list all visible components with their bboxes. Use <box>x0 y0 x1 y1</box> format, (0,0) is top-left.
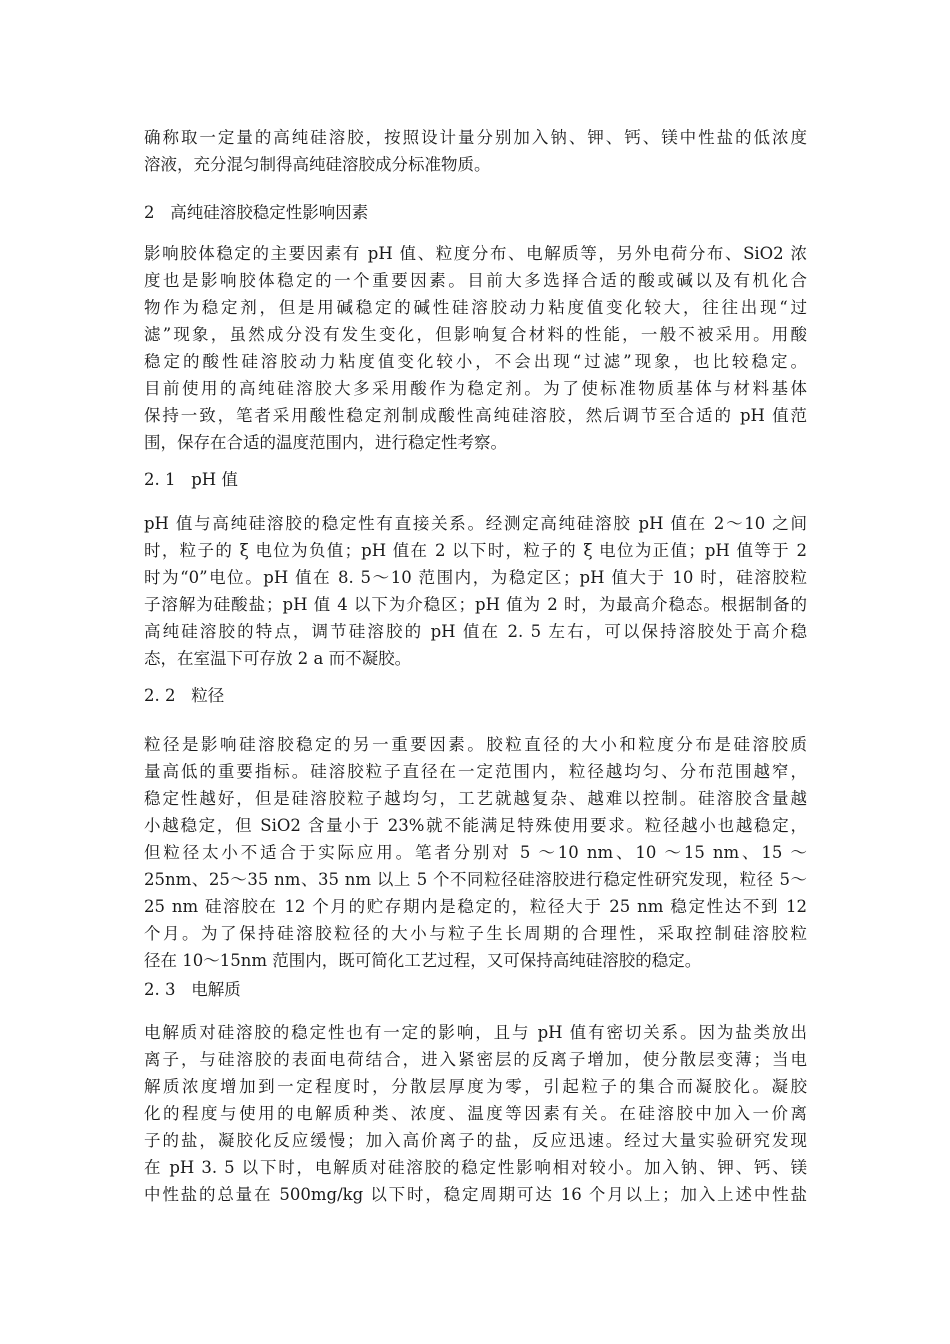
text-line: 子的盐，凝胶化反应缓慢；加入高价离子的盐，反应迅速。经过大量实验研究发现 <box>144 1131 807 1150</box>
section-heading-2-2: 2. 2 粒径 <box>144 686 225 705</box>
text-line: 子溶解为硅酸盐；pH 值 4 以下为介稳区；pH 值为 2 时，为最高介稳态。根据制备的 <box>144 595 807 614</box>
text-line: 稳定性越好，但是硅溶胶粒子越均匀，工艺就越复杂、越难以控制。硅溶胶含量越 <box>144 789 807 808</box>
text-line: 个月。为了保持硅溶胶粒径的大小与粒子生长周期的合理性，采取控制硅溶胶粒 <box>144 924 807 943</box>
text-line: 粒径是影响硅溶胶稳定的另一重要因素。胶粒直径的大小和粒度分布是硅溶胶质 <box>144 735 807 754</box>
text-line: 解质浓度增加到一定程度时，分散层厚度为零，引起粒子的集合而凝胶化。凝胶 <box>144 1077 807 1096</box>
text-line: 中性盐的总量在 500mg/kg 以下时，稳定周期可达 16 个月以上；加入上述中性盐 <box>144 1185 807 1204</box>
text-line: 离子，与硅溶胶的表面电荷结合，进入紧密层的反离子增加，使分散层变薄；当电 <box>144 1050 807 1069</box>
text-line: 态，在室温下可存放 2 a 而不凝胶。 <box>144 649 412 668</box>
text-line: 围，保存在合适的温度范围内，进行稳定性考察。 <box>144 433 507 452</box>
paragraph-stability-factors <box>144 240 807 456</box>
text-line: 物作为稳定剂，但是用碱稳定的碱性硅溶胶动力粘度值变化较大，往往出现“过 <box>144 298 807 317</box>
text-line: 但粒径太小不适合于实际应用。笔者分别对 5 ～10 nm、10 ～15 nm、15 ～ <box>144 843 807 862</box>
section-heading-2-3: 2. 3 电解质 <box>144 980 241 999</box>
text-line: 滤”现象，虽然成分没有发生变化，但影响复合材料的性能，一般不被采用。用酸 <box>144 325 807 344</box>
text-line: 化的程度与使用的电解质种类、浓度、温度等因素有关。在硅溶胶中加入一价离 <box>144 1104 807 1123</box>
text-line: 径在 10～15nm 范围内，既可简化工艺过程，又可保持高纯硅溶胶的稳定。 <box>144 951 702 970</box>
paragraph-particle-size <box>144 731 807 974</box>
text-line: 高纯硅溶胶的特点，调节硅溶胶的 pH 值在 2. 5 左右，可以保持溶胶处于高介稳 <box>144 622 807 641</box>
text-line: 量高低的重要指标。硅溶胶粒子直径在一定范围内，粒径越均匀、分布范围越窄， <box>144 762 807 781</box>
paragraph-ph <box>144 510 807 672</box>
text-line: 确称取一定量的高纯硅溶胶，按照设计量分别加入钠、钾、钙、镁中性盐的低浓度 <box>144 128 807 147</box>
text-line: 影响胶体稳定的主要因素有 pH 值、粒度分布、电解质等，另外电荷分布、SiO2 浓 <box>144 244 807 263</box>
text-line: 目前使用的高纯硅溶胶大多采用酸作为稳定剂。为了使标准物质基体与材料基体 <box>144 379 807 398</box>
text-line: 保持一致，笔者采用酸性稳定剂制成酸性高纯硅溶胶，然后调节至合适的 pH 值范 <box>144 406 807 425</box>
text-line: 时，粒子的 ξ 电位为负值；pH 值在 2 以下时，粒子的 ξ 电位为正值；pH 值等于 2 <box>144 541 807 560</box>
text-line: 时为“0”电位。pH 值在 8. 5～10 范围内，为稳定区；pH 值大于 10 时，硅溶胶粒 <box>144 568 807 587</box>
section-heading-2-1: 2. 1 pH 值 <box>144 470 238 489</box>
text-line: 25nm、25～35 nm、35 nm 以上 5 个不同粒径硅溶胶进行稳定性研究发现，粒径 5～ <box>144 870 807 889</box>
text-line: 溶液，充分混匀制得高纯硅溶胶成分标准物质。 <box>144 155 491 174</box>
text-line: 稳定的酸性硅溶胶动力粘度值变化较小，不会出现“过滤”现象，也比较稳定。 <box>144 352 807 371</box>
text-line: 小越稳定，但 SiO2 含量小于 23%就不能满足特殊使用要求。粒径越小也越稳定， <box>144 816 807 835</box>
text-line: 度也是影响胶体稳定的一个重要因素。目前大多选择合适的酸或碱以及有机化合 <box>144 271 807 290</box>
paragraph-electrolyte <box>144 1019 807 1208</box>
text-line: 电解质对硅溶胶的稳定性也有一定的影响，且与 pH 值有密切关系。因为盐类放出 <box>144 1023 807 1042</box>
paragraph-intro-continuation <box>144 124 807 178</box>
text-line: 25 nm 硅溶胶在 12 个月的贮存期内是稳定的，粒径大于 25 nm 稳定性达不到 12 <box>144 897 807 916</box>
text-line: pH 值与高纯硅溶胶的稳定性有直接关系。经测定高纯硅溶胶 pH 值在 2～10 之间 <box>144 514 807 533</box>
section-heading-2: 2 高纯硅溶胶稳定性影响因素 <box>144 203 369 222</box>
text-line: 在 pH 3. 5 以下时，电解质对硅溶胶的稳定性影响相对较小。加入钠、钾、钙、镁 <box>144 1158 807 1177</box>
